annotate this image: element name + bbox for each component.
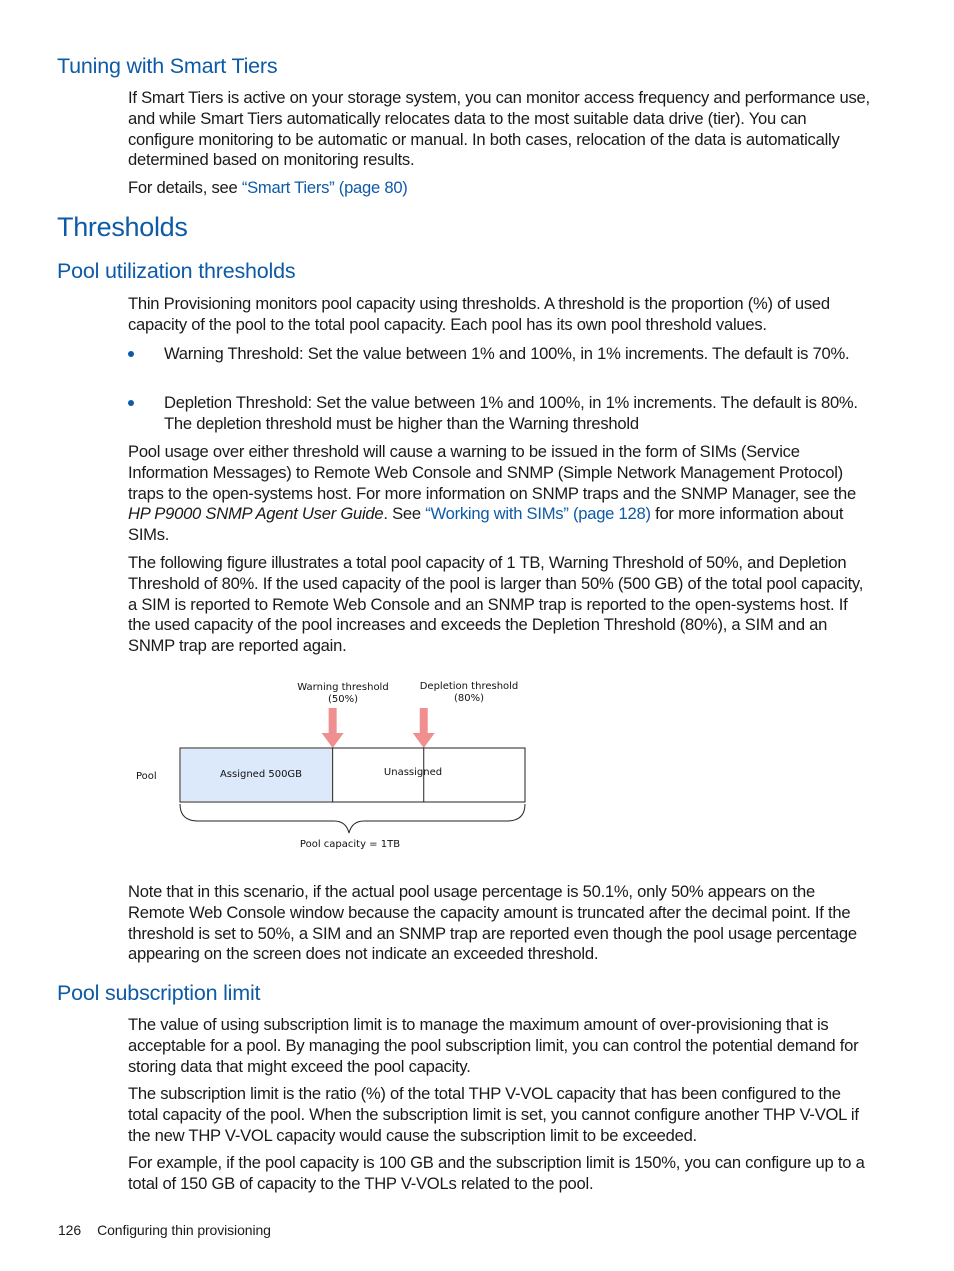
list-item <box>128 393 873 435</box>
subscription-paragraph-3: For example, if the pool capacity is 100 GB and the subscription limit is 150%, you can configure up to a total of 150 GB of capacity to the THP V-VOLs related to the pool. <box>128 1153 865 1193</box>
smart-tiers-link[interactable]: “Smart Tiers” (page 80) <box>241 178 408 197</box>
note-paragraph: Note that in this scenario, if the actual pool usage percentage is 50.1%, only 50% appears on the Remote Web Console window because the capacity amount is truncated after the decimal point. If the threshold is set to 50%, a SIM and an SNMP trap are reported even though the pool usage percentage appearing on the screen does not indicate an exceeded threshold. <box>128 882 857 964</box>
usage-text-pre: Pool usage over either threshold will cause a warning to be issued in the form of SIMs (Service Information Messages) to Remote Web Console and SNMP (Simple Network Management Protocol) traps to the open-systems host. For more information on SNMP traps and the SNMP Manager, see the <box>128 442 857 503</box>
section-heading-thresholds: Thresholds <box>57 212 188 242</box>
usage-guide-title: HP P9000 SNMP Agent User Guide <box>128 504 384 524</box>
pool-utilization-intro: Thin Provisioning monitors pool capacity using thresholds. A threshold is the proportion (%) of used capacity of the pool to the total pool capacity. Each pool has its own pool threshold values. <box>128 294 830 334</box>
bullet-icon <box>128 351 134 357</box>
depletion-threshold-arrow <box>413 708 435 748</box>
assigned-label: Assigned 500GB <box>219 769 303 780</box>
pool-threshold-figure <box>128 670 548 860</box>
pool-usage-paragraph <box>128 442 873 546</box>
depletion-threshold-pct: (80%) <box>453 693 485 704</box>
section-heading-subscription: Pool subscription limit <box>57 981 261 1005</box>
usage-text-post: for more information about SIMs. <box>128 504 844 545</box>
chapter-title: Configuring thin provisioning <box>97 1222 271 1238</box>
capacity-brace <box>180 804 525 833</box>
subscription-paragraph-2: The subscription limit is the ratio (%) of the total THP V-VOL capacity that has been configured to the total capacity of the pool. When the subscription limit is set, you cannot configure another THP V-VOL if the new THP V-VOL capacity would cause the subscription limit to be exceeded. <box>128 1084 859 1145</box>
page-number: 126 <box>58 1222 82 1238</box>
warning-threshold-label: Warning threshold <box>297 682 389 693</box>
details-prefix: For details, see <box>128 178 242 197</box>
figure-intro-paragraph: The following figure illustrates a total pool capacity of 1 TB, Warning Threshold of 50%, and Depletion Threshold of 80%. If the used capacity of the pool is larger than 50% (500 GB) of the total pool capacity, a SIM is reported to Remote Web Console and an SNMP trap is reported to the open-systems host. If the used capacity of the pool increases and exceeds the Depletion Threshold (80%), a SIM and an SNMP trap are reported again. <box>128 553 864 656</box>
pool-capacity-label: Pool capacity = 1TB <box>299 839 401 850</box>
bullet-icon <box>128 400 134 406</box>
subscription-paragraph-1: The value of using subscription limit is to manage the maximum amount of over-provisioning that is acceptable for a pool. By managing the pool subscription limit, you can control the potential demand for storing data that might exceed the pool capacity. <box>128 1015 859 1076</box>
list-item-text: Depletion Threshold: Set the value between 1% and 100%, in 1% increments. The default is 80%. The depletion threshold must be higher than the Warning threshold <box>164 393 858 433</box>
warning-threshold-pct: (50%) <box>327 694 359 705</box>
depletion-threshold-label: Depletion threshold <box>419 681 519 692</box>
smart-tiers-details <box>128 178 873 199</box>
warning-threshold-arrow <box>322 708 344 748</box>
pool-label: Pool <box>136 771 157 782</box>
unassigned-label: Unassigned <box>383 767 443 778</box>
usage-text-mid: . See <box>383 504 426 524</box>
page-footer <box>58 1222 271 1238</box>
section-heading-pool-utilization: Pool utilization thresholds <box>57 259 296 283</box>
section-heading-smart-tiers: Tuning with Smart Tiers <box>57 54 278 78</box>
list-item <box>128 344 873 365</box>
working-with-sims-link[interactable]: “Working with SIMs” (page 128) <box>425 504 651 524</box>
smart-tiers-paragraph: If Smart Tiers is active on your storage system, you can monitor access frequency and performance use, and while Smart Tiers automatically relocates data to the most suitable data drive (tier). You can configure monitoring to be automatic or manual. In both cases, relocation of the data is automatically determined based on monitoring results. <box>128 88 870 170</box>
list-item-text: Warning Threshold: Set the value between 1% and 100%, in 1% increments. The default is 70%. <box>164 344 850 363</box>
